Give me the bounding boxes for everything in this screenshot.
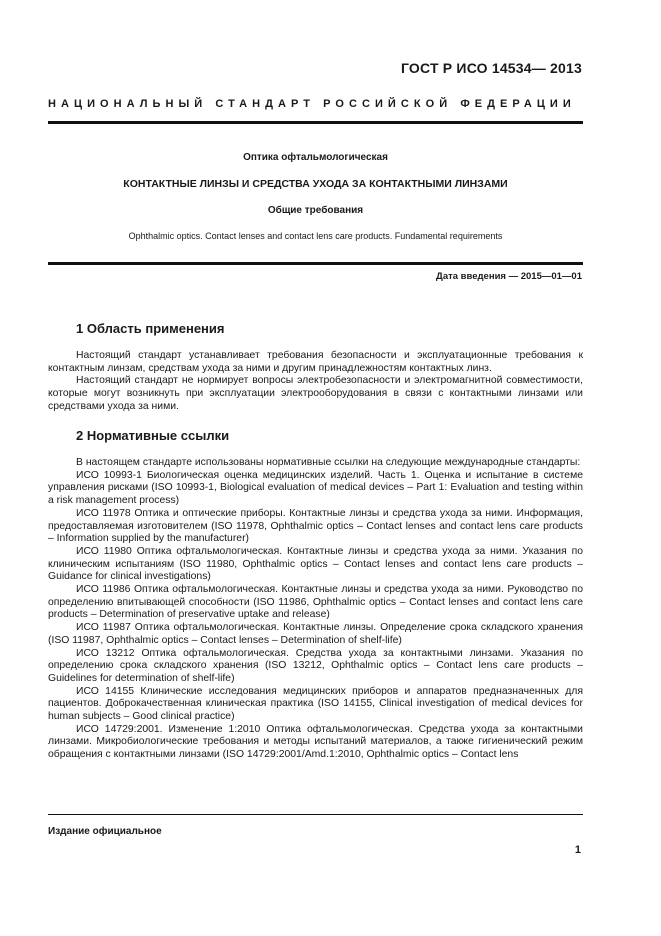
section-1-heading: 1 Область применения	[76, 321, 225, 336]
official-edition-label: Издание официальное	[48, 826, 162, 837]
reference-item: ИСО 14729:2001. Изменение 1:2010 Оптика офтальмологическая. Средства ухода за контактными линзами. Микробиологические требования и методы испытаний материалов, а также гигиенический режим обращения с контактными линзами (ISO 14729:2001/Amd.1:2010, Ophthalmic optics – Contact lens	[48, 723, 583, 761]
section-1-body	[48, 350, 583, 414]
introduction-date: Дата введения — 2015—01—01	[436, 271, 582, 282]
header-rule	[48, 121, 583, 124]
paragraph: Настоящий стандарт устанавливает требования безопасности и эксплуатационные требования к контактным линзам, средствам ухода за ними и другим принадлежностям контактных линз.	[48, 350, 583, 374]
reference-item: ИСО 11986 Оптика офтальмологическая. Контактные линзы и средства ухода за ними. Руководство по определению впитывающей способности (ISO 11986, Ophthalmic optics – Contact lenses and contact lens care products – Determination of preservative uptake and release)	[48, 584, 583, 621]
reference-item: ИСО 14155 Клинические исследования медицинских приборов и аппаратов предназначенных для пациентов. Доброкачественная клиническая практика (ISO 14155, Clinical investigation of medical devices for human subjects – Good clinical practice)	[48, 685, 583, 723]
reference-item: ИСО 11980 Оптика офтальмологическая. Контактные линзы и средства ухода за ними. Указания по клиническим испытаниям (ISO 11980, Ophthalmic optics – Contact lenses and contact lens care products – Guidance for clinical investigations)	[48, 545, 583, 583]
title-rule	[48, 262, 583, 265]
national-standard-banner: НАЦИОНАЛЬНЫЙ СТАНДАРТ РОССИЙСКОЙ ФЕДЕРАЦИИ	[48, 98, 576, 110]
footer-rule	[48, 814, 583, 815]
reference-item: ИСО 13212 Оптика офтальмологическая. Средства ухода за контактными линзами. Указания по определению срока складского хранения (ISO 13212, Ophthalmic optics – Contact lens care products – Guidelines for determination of shelf-life)	[48, 647, 583, 684]
standard-group-title: Оптика офтальмологическая	[243, 152, 388, 163]
standard-main-title: КОНТАКТНЫЕ ЛИНЗЫ И СРЕДСТВА УХОДА ЗА КОНТАКТНЫМИ ЛИНЗАМИ	[123, 178, 508, 190]
section-2-heading: 2 Нормативные ссылки	[76, 428, 230, 443]
section-2-body	[48, 457, 583, 762]
document-number: ГОСТ Р ИСО 14534— 2013	[400, 60, 582, 76]
reference-item: ИСО 10993-1 Биологическая оценка медицинских изделий. Часть 1. Оценка и испытание в системе управления рисками (ISO 10993-1, Biological evaluation of medical devices – Part 1: Evaluation and testing within a risk management process)	[48, 469, 583, 507]
english-title: Ophthalmic optics. Contact lenses and contact lens care products. Fundamental requirements	[128, 231, 503, 241]
paragraph: Настоящий стандарт не нормирует вопросы электробезопасности и электромагнитной совместимости, которые могут возникнуть при эксплуатации электрооборудования в связи с контактными линзами или средствами ухода за ними.	[48, 375, 583, 412]
page-number: 1	[574, 844, 581, 856]
reference-item: ИСО 11987 Оптика офтальмологическая. Контактные линзы. Определение срока складского хранения (ISO 11987, Ophthalmic optics – Contact lenses – Determination of shelf-life)	[48, 622, 583, 646]
paragraph: В настоящем стандарте использованы нормативные ссылки на следующие международные стандарты:	[76, 457, 581, 468]
reference-item: ИСО 11978 Оптика и оптические приборы. Контактные линзы и средства ухода за ними. Информация, предоставляемая изготовителем (ISO 11978, Ophthalmic optics – Contact lenses and contact lens care products – Information supplied by the manufacturer)	[48, 507, 583, 545]
standard-subtitle: Общие требования	[267, 205, 364, 216]
